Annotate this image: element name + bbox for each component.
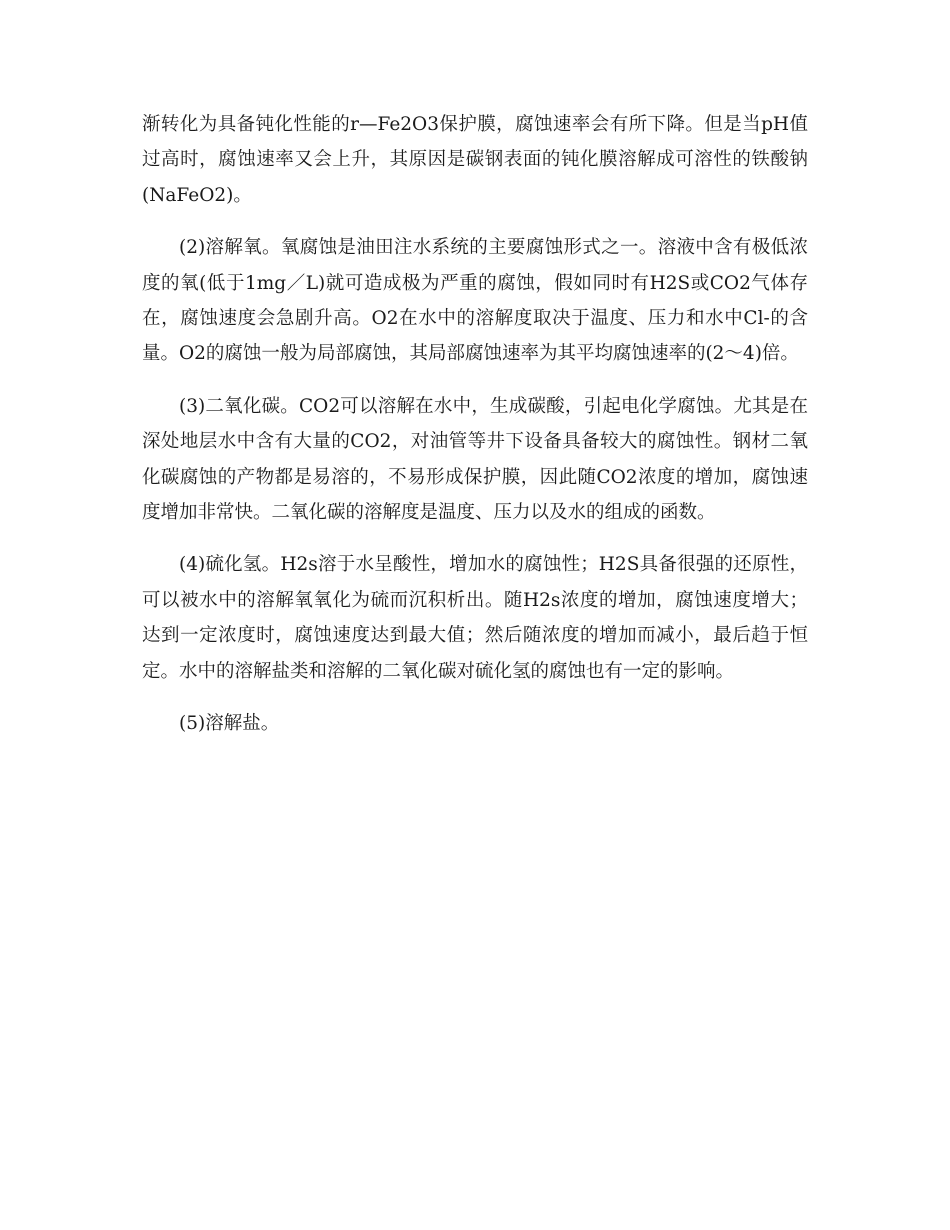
document-body [142,107,808,759]
paragraph-ph-continuation: 渐转化为具备钝化性能的r—Fe2O3保护膜，腐蚀速率会有所下降。但是当pH值过高时，腐蚀速率又会上升，其原因是碳钢表面的钝化膜溶解成可溶性的铁酸钠(NaFeO2)。 [142,114,808,206]
paragraph-dissolved-oxygen: (2)溶解氧。氧腐蚀是油田注水系统的主要腐蚀形式之一。溶液中含有极低浓度的氧(低于1mg／L)就可造成极为严重的腐蚀，假如同时有H2S或CO2气体存在，腐蚀速度会急剧升高。O2在水中的溶解度取决于温度、压力和水中Cl-的含量。O2的腐蚀一般为局部腐蚀，其局部腐蚀速率为其平均腐蚀速率的(2～4)倍。 [142,237,808,365]
paragraph-dissolved-salt: (5)溶解盐。 [179,713,280,735]
paragraph-hydrogen-sulfide: (4)硫化氢。H2s溶于水呈酸性，增加水的腐蚀性；H2S具备很强的还原性，可以被水中的溶解氧氧化为硫而沉积析出。随H2s浓度的增加，腐蚀速度增大；达到一定浓度时，腐蚀速度达到最大值；然后随浓度的增加而减小，最后趋于恒定。水中的溶解盐类和溶解的二氧化碳对硫化氢的腐蚀也有一定的影响。 [142,554,808,682]
paragraph-carbon-dioxide: (3)二氧化碳。CO2可以溶解在水中，生成碳酸，引起电化学腐蚀。尤其是在深处地层水中含有大量的CO2，对油管等井下设备具备较大的腐蚀性。钢材二氧化碳腐蚀的产物都是易溶的，不易形成保护膜，因此随CO2浓度的增加，腐蚀速度增加非常快。二氧化碳的溶解度是温度、压力以及水的组成的函数。 [142,395,808,524]
